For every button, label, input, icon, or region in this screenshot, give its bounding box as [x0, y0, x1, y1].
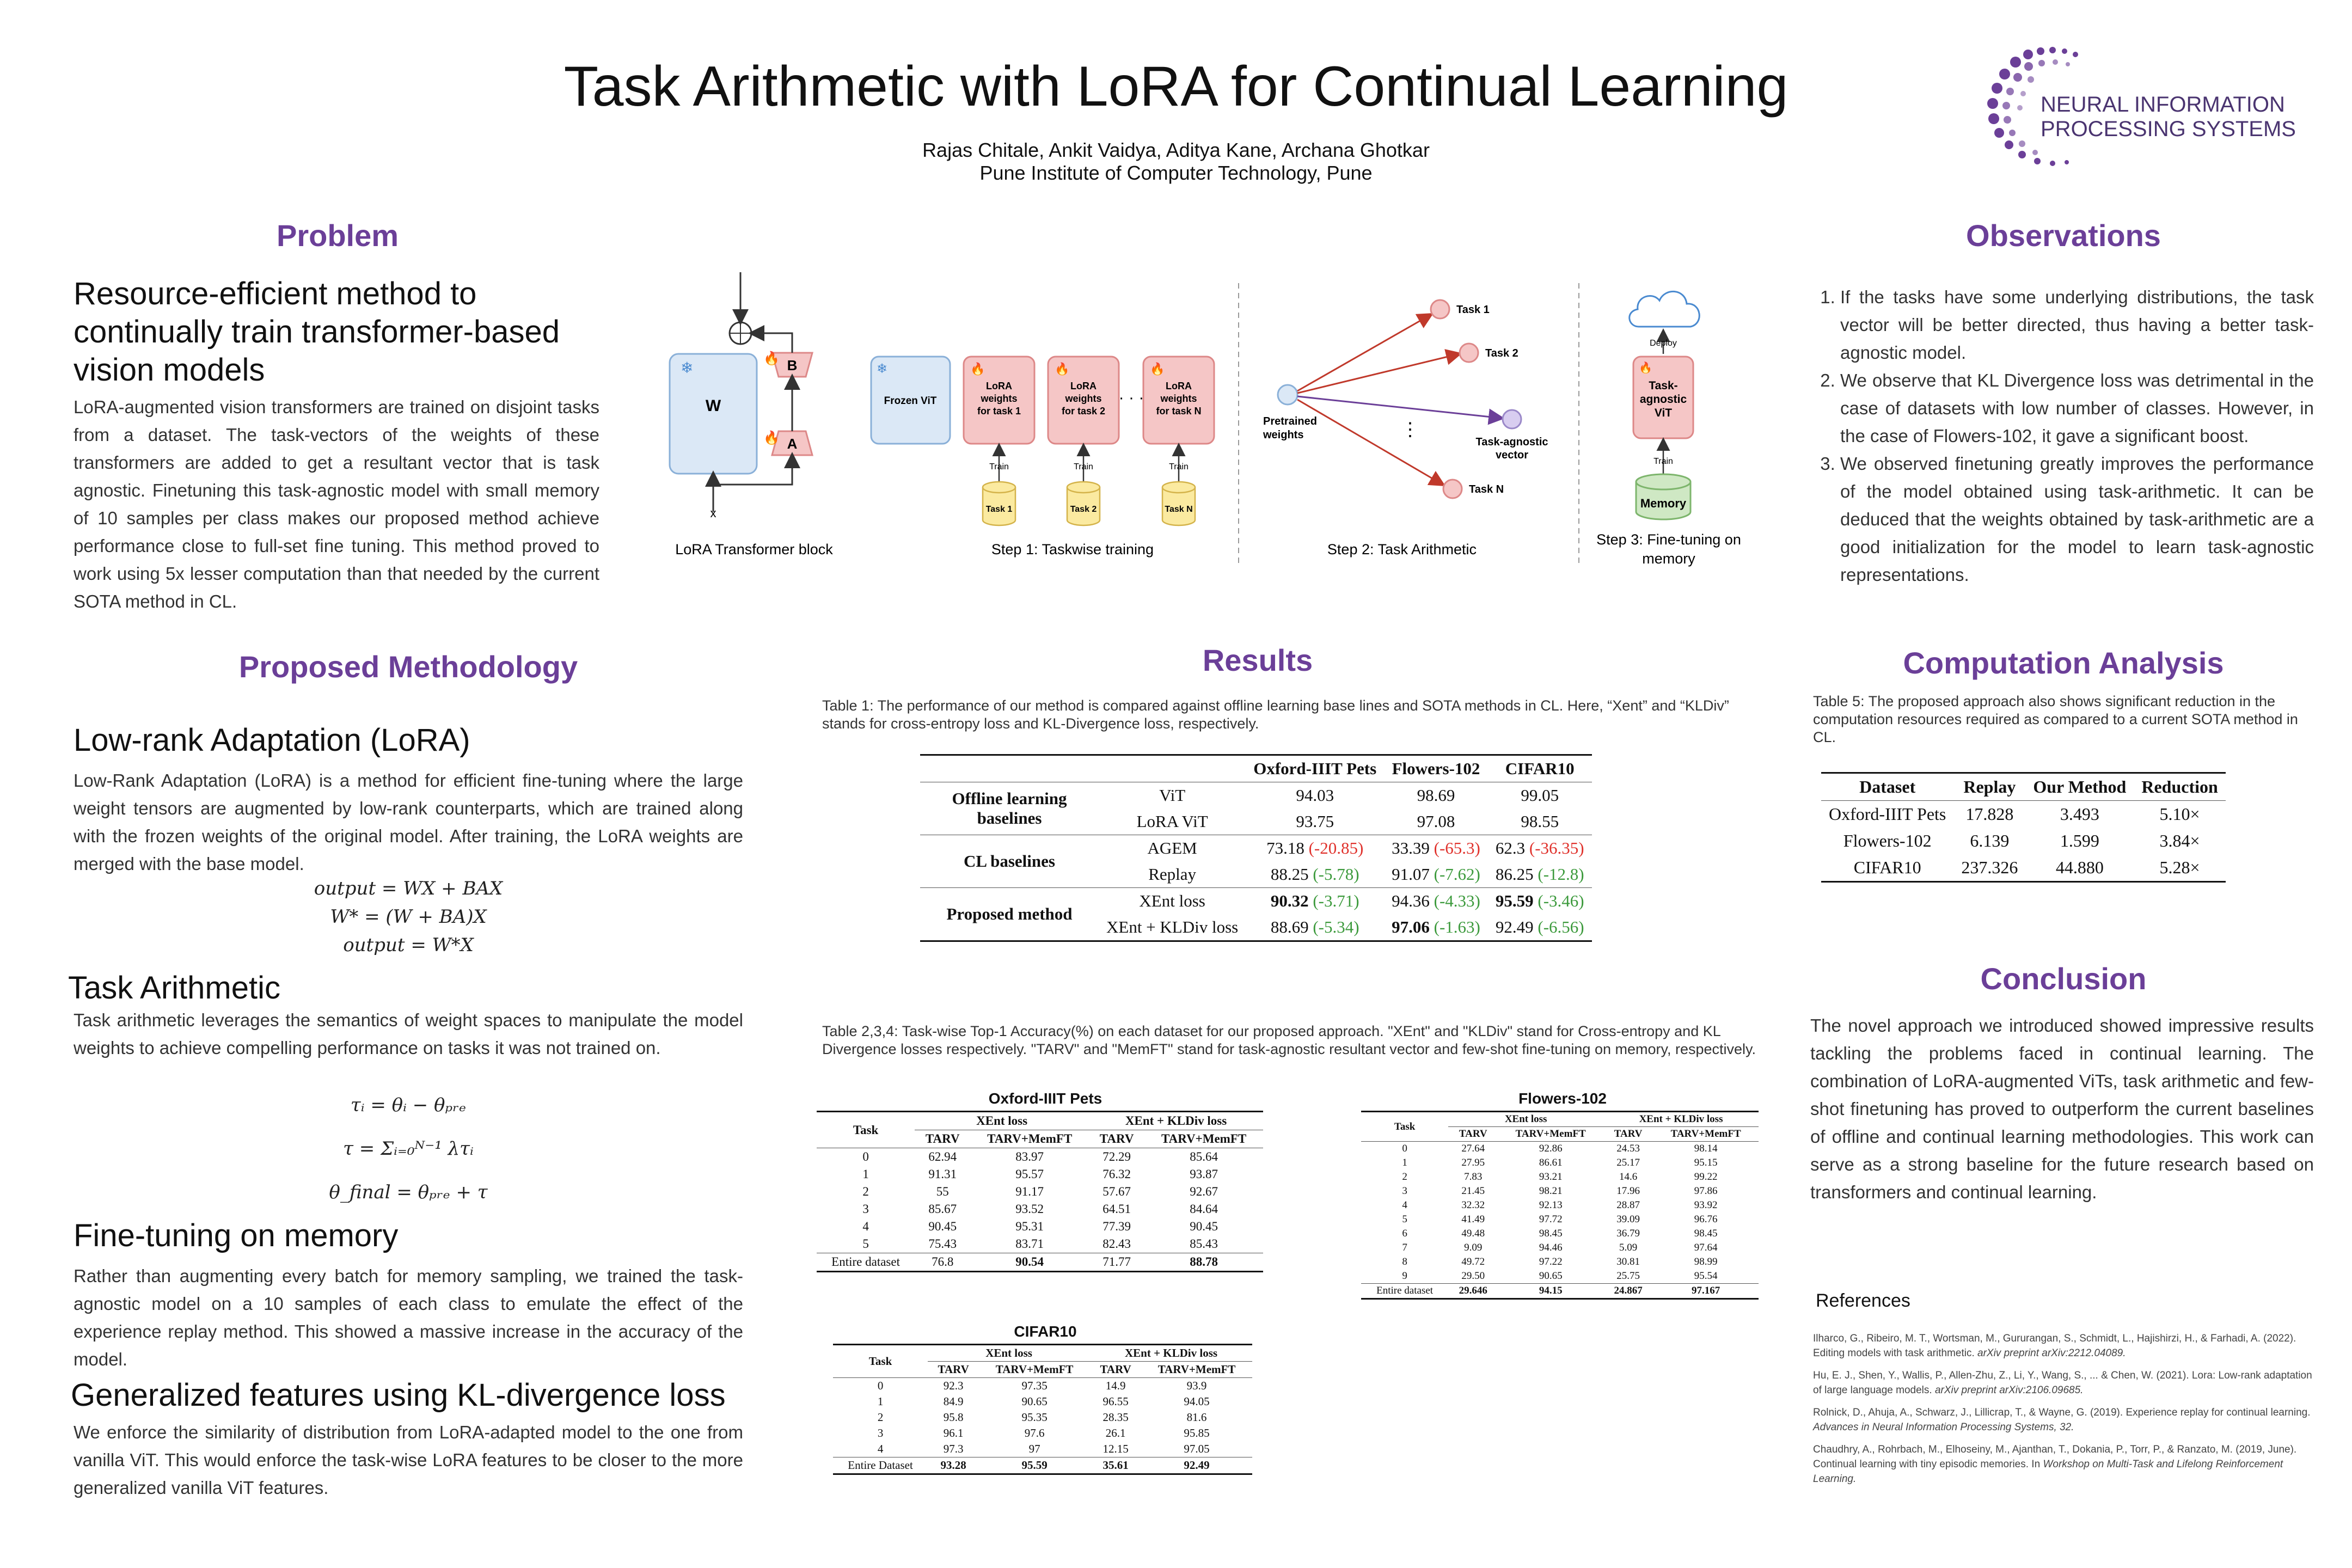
- table1: Oxford-IIIT Pets Flowers-102 CIFAR10 Offline learning baselines ViT 94.03 98.69 99.05 LoRA ViT 93.75 97.08 98.55 CL baselines AGEM 73.18 (-20.85) 33.39 (-65.3) 62.3 (-36.35) Replay 88.25 (-5.78) 91.07 (-7.62) 86.25 (-12.8) Proposed method XEnt loss 90.32 (-3.71) 94.36 (-4.33) 95.59 (-3.46) XEnt + KLDiv loss 88.69 (-5.34) 97.06 (-1.63) 92.49 (-6.56): [920, 754, 1592, 942]
- svg-text:Deploy: Deploy: [1650, 339, 1677, 348]
- table-cell: 92.86: [1539, 1143, 1563, 1154]
- table1-caption: Table 1: The performance of our method is compared against offline learning base lines and SOTA methods in CL. Here, “Xent” and “KLDiv” stands for cross-entropy loss and KL-Divergence loss, respectively.: [822, 697, 1729, 732]
- w-label: W: [705, 397, 721, 415]
- table-cell: 95.85: [1184, 1426, 1210, 1440]
- affiliation: Pune Institute of Computer Technology, Pune: [979, 162, 1373, 184]
- svg-text:Train: Train: [1074, 462, 1093, 471]
- table-cell: 36.79: [1616, 1228, 1640, 1239]
- table-cell: 49.72: [1461, 1256, 1485, 1267]
- svg-text:Task 1: Task 1: [1456, 304, 1490, 316]
- svg-text:❄: ❄: [877, 362, 888, 376]
- cloud-icon: [1630, 291, 1699, 327]
- table-cell: 96.55: [1102, 1395, 1129, 1408]
- table-cell: 91.31: [928, 1167, 957, 1181]
- table-cell: 12.15: [1102, 1442, 1129, 1455]
- table-cell: 77.39: [1102, 1220, 1131, 1233]
- table-row: [1361, 1156, 1759, 1170]
- table2-caption: Table 2,3,4: Task-wise Top-1 Accuracy(%) on each dataset for our proposed approach. "XEnt" and "KLDiv" stand for Cross-entropy and KL Divergence losses respectively. "TARV" and "MemFT" stand for task-agnostic resultant vector and few-shot fine-tuning on memory, respectively.: [822, 1023, 1756, 1057]
- table-row: [817, 1183, 1263, 1200]
- svg-text:Memory: Memory: [1640, 497, 1687, 510]
- fire-icon: 🔥: [763, 351, 780, 366]
- references-list: [1813, 1331, 2314, 1494]
- table-cell: 98.45: [1539, 1228, 1563, 1239]
- table-cell: 26.1: [1105, 1426, 1126, 1440]
- svg-text:Pretrained: Pretrained: [1263, 415, 1317, 427]
- table-cell: 39.09: [1616, 1214, 1640, 1225]
- table-cell: 94.05: [1184, 1395, 1210, 1408]
- logo-line2: PROCESSING SYSTEMS: [2041, 117, 2296, 141]
- neurips-logo: [1976, 44, 2319, 169]
- table-cell: 3: [1402, 1185, 1407, 1197]
- reference-item: Chaudhry, A., Rohrbach, M., Elhoseiny, M., Ajanthan, T., Dokania, P., Torr, P., & Ranzato, M. (2019, June). Continual learning with tiny episodic memories. In Workshop on Multi-Task and Lifelong Reinforcement Learning.: [1813, 1444, 2297, 1485]
- table-row: [1361, 1241, 1759, 1255]
- task-arithmetic-text: Task arithmetic leverages the semantics of weight spaces to manipulate the model weights to achieve compelling performance on tasks it was not trained on.: [74, 1010, 743, 1058]
- table-cell: 98.45: [1694, 1228, 1718, 1239]
- table-row: [817, 1166, 1263, 1183]
- table-cell: 95.8: [943, 1411, 964, 1424]
- table-row: [1361, 1142, 1759, 1156]
- reference-item: Hu, E. J., Shen, Y., Wallis, P., Allen-Zhu, Z., Li, Y., Wang, S., ... & Chen, W. (2021). Lora: Low-rank adaptation of large language models. arXiv preprint arXiv:2106.09685.: [1813, 1370, 2312, 1396]
- table-cell: 0: [877, 1379, 884, 1392]
- table-cell: 64.51: [1102, 1202, 1131, 1216]
- table-cell: 14.9: [1105, 1379, 1126, 1392]
- table-cell: 5: [862, 1237, 869, 1251]
- table-cell: 8: [1402, 1256, 1407, 1267]
- lora-equation-2: W* = (W + BA)X: [330, 906, 487, 928]
- table-row: [1361, 1255, 1759, 1269]
- svg-text:🔥: 🔥: [970, 362, 985, 376]
- table-cell: 97.72: [1539, 1214, 1563, 1225]
- table-cell: 25.17: [1616, 1157, 1640, 1168]
- observation-item: 1. If the tasks have some underlying distributions, the task vector will be better directed, thus having a better task-agnostic model.: [1840, 283, 2314, 366]
- table-cell: 27.64: [1461, 1143, 1485, 1154]
- reference-item: Rolnick, D., Ahuja, A., Schwarz, J., Lillicrap, T., & Wayne, G. (2019). Experience replay for continual learning. Advances in Neural Information Processing Systems, 32.: [1813, 1407, 2311, 1433]
- table-row: [817, 1218, 1263, 1235]
- table-cell: 4: [862, 1220, 869, 1233]
- fire-icon: 🔥: [763, 431, 780, 445]
- table-cell: 17.96: [1616, 1185, 1640, 1197]
- x-label: x: [710, 506, 716, 520]
- table-cell: 97.64: [1694, 1242, 1718, 1253]
- svg-text:for task N: for task N: [1156, 406, 1202, 416]
- table-cell: 90.65: [1539, 1270, 1563, 1282]
- table-cell: 27.95: [1461, 1157, 1485, 1168]
- table-cell: 25.75: [1616, 1270, 1640, 1282]
- svg-text:🔥: 🔥: [1639, 362, 1652, 374]
- table-row: [1361, 1227, 1759, 1241]
- table-cell: 82.43: [1102, 1237, 1131, 1251]
- svg-text:Task 2: Task 2: [1070, 505, 1097, 514]
- reference-item: Ilharco, G., Ribeiro, M. T., Wortsman, M., Gururangan, S., Schmidt, L., Hajishirzi, H., & Farhadi, A. (2022). Editing models with task arithmetic. arXiv preprint arXiv:2212.04089.: [1813, 1333, 2296, 1359]
- table-cell: 7: [1402, 1242, 1407, 1253]
- table-cell: 76.32: [1102, 1167, 1131, 1181]
- table-cell: 97.3: [943, 1442, 964, 1455]
- table-cell: 1: [862, 1167, 869, 1181]
- step3-group: [1596, 291, 1741, 567]
- table-row: [1361, 1170, 1759, 1184]
- table-cell: 9.09: [1464, 1242, 1483, 1253]
- table-cell: 86.61: [1539, 1157, 1563, 1168]
- ta-equation-3: θ_final = θₚᵣₑ + τ: [329, 1181, 488, 1203]
- table-cell: 93.21: [1539, 1171, 1563, 1183]
- results-heading: Results: [1202, 643, 1313, 677]
- table-cell: 95.54: [1694, 1270, 1718, 1282]
- svg-text:Train: Train: [989, 462, 1009, 471]
- table-cell: 90.45: [1190, 1220, 1218, 1233]
- table-cell: 96.1: [943, 1426, 964, 1440]
- table-row: [833, 1378, 1252, 1394]
- table-cell: 49.48: [1461, 1228, 1485, 1239]
- table-cell: 99.22: [1694, 1171, 1718, 1183]
- svg-text:🔥: 🔥: [1055, 362, 1070, 376]
- table-cell: 32.32: [1461, 1199, 1485, 1211]
- a-label: A: [787, 436, 798, 452]
- table-cell: 1: [1402, 1157, 1407, 1168]
- ta-equation-1: τᵢ = θᵢ − θₚᵣₑ: [350, 1094, 467, 1116]
- svg-text:vector: vector: [1495, 449, 1529, 461]
- table-cell: 97.05: [1184, 1442, 1210, 1455]
- table-row: [817, 1235, 1263, 1253]
- table-row: [833, 1410, 1252, 1425]
- table-row: [1361, 1198, 1759, 1212]
- lora-heading: Low-rank Adaptation (LoRA): [74, 722, 470, 758]
- lora-block: [670, 272, 833, 558]
- method-diagram: [648, 272, 1769, 577]
- table-cell: 5: [1402, 1214, 1407, 1225]
- table-cell: 85.64: [1190, 1150, 1218, 1163]
- table-cell: 93.9: [1186, 1379, 1207, 1392]
- table-cell: 97: [1028, 1442, 1040, 1455]
- ta-equation-2: τ = Σᵢ₌₀ᴺ⁻¹ λτᵢ: [343, 1138, 474, 1160]
- svg-text:Train: Train: [1653, 457, 1673, 466]
- observations-heading: Observations: [1966, 218, 2161, 253]
- references-heading: References: [1816, 1290, 1910, 1311]
- table-cell: 93.52: [1015, 1202, 1044, 1216]
- svg-text:ViT: ViT: [1654, 407, 1673, 419]
- table-cell: 28.87: [1616, 1199, 1640, 1211]
- table-cell: 9: [1402, 1270, 1407, 1282]
- svg-text:🔥: 🔥: [1150, 362, 1165, 376]
- table-cell: 93.92: [1694, 1199, 1718, 1211]
- table-cell: 93.87: [1190, 1167, 1218, 1181]
- svg-text:· · ·: · · ·: [1118, 389, 1144, 407]
- table-row: [1361, 1269, 1759, 1284]
- table-cell: 55: [936, 1185, 949, 1198]
- table-row: [833, 1441, 1252, 1457]
- svg-text:for task 2: for task 2: [1061, 406, 1106, 416]
- observation-item: 3. We observed finetuning greatly improves the performance of the model obtained using task-arithmetic. It can be deduced that the weights obtained by task-arithmetic are a good initialization for the model to learn task-agnostic representations.: [1840, 450, 2314, 589]
- kl-text: We enforce the similarity of distribution from LoRA-adapted model to the one from vanilla ViT. This would enforce the task-wise LoRA features to be closer to the more generalized vanilla ViT features.: [74, 1422, 743, 1498]
- table-cell: 1: [877, 1395, 884, 1408]
- table-cell: 90.65: [1021, 1395, 1048, 1408]
- svg-text:weights: weights: [1160, 393, 1197, 404]
- kl-heading: Generalized features using KL-divergence loss: [71, 1377, 726, 1413]
- table-row: [1361, 1212, 1759, 1227]
- table5-caption: Table 5: The proposed approach also shows significant reduction in the computation resources required as compared to a current SOTA method in CL.: [1813, 693, 2298, 745]
- table-cell: 95.35: [1021, 1411, 1048, 1424]
- table-cell: 83.97: [1015, 1150, 1044, 1163]
- table-cell: 97.6: [1024, 1426, 1045, 1440]
- table-cell: 85.43: [1190, 1237, 1218, 1251]
- table-cell: 6: [1402, 1228, 1407, 1239]
- svg-text:Task-: Task-: [1649, 379, 1678, 392]
- step2-group: [1263, 300, 1548, 558]
- table-cell: 4: [877, 1442, 884, 1455]
- logo-line1: NEURAL INFORMATION: [2041, 93, 2285, 117]
- table-cell: 84.64: [1190, 1202, 1218, 1216]
- table-row: [817, 1148, 1263, 1166]
- table-cell: 57.67: [1102, 1185, 1131, 1198]
- table-cell: 2: [862, 1185, 869, 1198]
- snowflake-icon: ❄: [681, 359, 694, 376]
- svg-text:Task N: Task N: [1469, 483, 1504, 495]
- table-cell: 0: [1402, 1143, 1407, 1154]
- svg-text:Task-agnostic: Task-agnostic: [1475, 436, 1548, 448]
- lora-equation-3: output = W*X: [343, 934, 474, 956]
- svg-text:weights: weights: [1263, 429, 1304, 441]
- table-cell: 97.86: [1694, 1185, 1718, 1197]
- table-cell: 95.15: [1694, 1157, 1718, 1168]
- table-cell: 92.67: [1190, 1185, 1218, 1198]
- table-cell: 72.29: [1102, 1150, 1131, 1163]
- table-row: [833, 1425, 1252, 1441]
- table-cell: 28.35: [1102, 1411, 1129, 1424]
- table-cell: 62.94: [928, 1150, 957, 1163]
- problem-text: LoRA-augmented vision transformers are trained on disjoint tasks from a dataset. The task-vectors of the weights of these transformers are added to get a resultant vector that is task agnostic. Finetuning this task-agnostic model with small memory of 10 samples per class makes our proposed method achieve performance close to full-set fine tuning. This method proved to work using 5x lesser computation than that needed by the current SOTA method in CL.: [74, 397, 599, 611]
- svg-text:LoRA: LoRA: [1166, 381, 1192, 391]
- table-cell: 90.45: [928, 1220, 957, 1233]
- step3-caption: Step 3: Fine-tuning on: [1596, 531, 1741, 548]
- table-cell: 4: [1402, 1199, 1407, 1211]
- svg-text:Task N: Task N: [1165, 505, 1193, 514]
- methodology-heading: Proposed Methodology: [238, 650, 578, 684]
- svg-text:Task 2: Task 2: [1485, 347, 1518, 359]
- finetuning-heading: Fine-tuning on memory: [74, 1218, 399, 1253]
- lora-block-caption: LoRA Transformer block: [675, 541, 833, 558]
- table-cell: 75.43: [928, 1237, 957, 1251]
- step1-caption: Step 1: Taskwise training: [991, 541, 1154, 558]
- cifar-table: CIFAR10 Task XEnt loss XEnt + KLDiv loss TARV TARV+MemFT TARV TARV+MemFT 0 92.3 97.35 14.9 93.9 1 84.9 90.65 96.55 94.05 2 95.8 95.35 28.35 81.6 3 96.1 97.6 26.1 95.85 4 97.3 97 12.15 97.05 Entire Dataset 93.28 95.59 35.61 92.49: [833, 1323, 1258, 1475]
- table-cell: 7.83: [1464, 1171, 1483, 1183]
- table-cell: 2: [877, 1411, 884, 1424]
- table-cell: 97.22: [1539, 1256, 1563, 1267]
- table-cell: 98.99: [1694, 1256, 1718, 1267]
- table-cell: 29.50: [1461, 1270, 1485, 1282]
- table-cell: 0: [862, 1150, 869, 1163]
- table-row: [1361, 1184, 1759, 1198]
- table-row: [817, 1200, 1263, 1218]
- table-cell: 14.6: [1619, 1171, 1638, 1183]
- lora-equation-1: output = WX + BAX: [314, 878, 503, 899]
- svg-text:LoRA: LoRA: [986, 381, 1012, 391]
- table-cell: 21.45: [1461, 1185, 1485, 1197]
- svg-text:weights: weights: [1065, 393, 1102, 404]
- problem-heading: Problem: [276, 218, 399, 253]
- table-cell: 41.49: [1461, 1214, 1485, 1225]
- conclusion-text: The novel approach we introduced showed impressive results tackling the problems faced in continual learning. The combination of LoRA-augmented ViTs, task arithmetic and few-shot finetuning has proved to outperform the current baselines of offline and continual learning methodologies. This work can serve as a strong baseline for the future research based on transformers and continual learning.: [1810, 1015, 2314, 1202]
- table-cell: 92.13: [1539, 1199, 1563, 1211]
- table-cell: 3: [877, 1426, 884, 1440]
- svg-text:⋮: ⋮: [1401, 419, 1419, 440]
- table-cell: 95.31: [1015, 1220, 1044, 1233]
- table-cell: 2: [1402, 1171, 1407, 1183]
- table-cell: 91.17: [1015, 1185, 1044, 1198]
- table-cell: 24.53: [1616, 1143, 1640, 1154]
- observations-list: [1808, 283, 2314, 589]
- svg-text:LoRA: LoRA: [1070, 381, 1097, 391]
- table-cell: 98.14: [1694, 1143, 1718, 1154]
- table-cell: 5.09: [1619, 1242, 1638, 1253]
- table5: Dataset Replay Our Method Reduction Oxford-IIIT Pets 17.828 3.493 5.10× Flowers-102 6.139 1.599 3.84× CIFAR10 237.326 44.880 5.28×: [1821, 772, 2226, 883]
- svg-text:Task 1: Task 1: [985, 505, 1013, 514]
- step2-caption: Step 2: Task Arithmetic: [1327, 541, 1477, 558]
- table-cell: 95.57: [1015, 1167, 1044, 1181]
- table-cell: 30.81: [1616, 1256, 1640, 1267]
- frozen-vit-label: Frozen ViT: [884, 395, 937, 407]
- table-cell: 94.46: [1539, 1242, 1563, 1253]
- svg-text:weights: weights: [981, 393, 1018, 404]
- flowers-table: Flowers-102 Task XEnt loss XEnt + KLDiv loss TARV TARV+MemFT TARV TARV+MemFT 0 27.64 92.86 24.53 98.14 1 27.95 86.61 25.17 95.15 2 7.83 93.21 14.6 99.22 3 21.45 98.21 17.96 97.86 4 32.32 92.13 28.87 93.92 5 41.49 97.72 39.09 96.76 6 49.48 98.45 36.79 98.45 7 9.09 94.46 5.09 97.64 8 49.72 97.22 30.81 98.99 9 29.50 90.65 25.75 95.54 Entire dataset 29.646 94.15 24.867 97.167: [1361, 1090, 1764, 1300]
- lora-text: Low-Rank Adaptation (LoRA) is a method for efficient fine-tuning where the large weight tensors are augmented by low-rank counterparts, which are trained along with the frozen weights of the original model. After training, the LoRA weights are merged with the base model.: [74, 770, 743, 874]
- b-label: B: [787, 357, 798, 373]
- computation-heading: Computation Analysis: [1903, 646, 2224, 680]
- table-cell: 83.71: [1015, 1237, 1044, 1251]
- problem-subheading: Resource-efficient method to continually train transformer-based vision models: [74, 276, 560, 388]
- pets-table: Oxford-IIIT Pets Task XEnt loss XEnt + KLDiv loss TARV TARV+MemFT TARV TARV+MemFT 0 62.94 83.97 72.29 85.64 1 91.31 95.57 76.32 93.87 2 55 91.17 57.67 92.67 3 85.67 93.52 64.51 84.64 4 90.45 95.31 77.39 90.45 5 75.43 83.71 82.43 85.43 Entire dataset 76.8 90.54 71.77 88.78: [817, 1090, 1274, 1272]
- observation-item: 2. We observe that KL Divergence loss was detrimental in the case of datasets with low number of classes. However, in the case of Flowers-102, it gave a significant boost.: [1840, 366, 2314, 450]
- table-cell: 81.6: [1186, 1411, 1207, 1424]
- table-cell: 98.21: [1539, 1185, 1563, 1197]
- step1-group: [871, 357, 1214, 558]
- table-cell: 96.76: [1694, 1214, 1718, 1225]
- conclusion-heading: Conclusion: [1980, 961, 2147, 996]
- svg-text:memory: memory: [1642, 550, 1695, 567]
- table-cell: 3: [862, 1202, 869, 1216]
- table-cell: 92.3: [943, 1379, 964, 1392]
- svg-text:Train: Train: [1169, 462, 1189, 471]
- finetuning-text: Rather than augmenting every batch for memory sampling, we trained the task-agnostic model on a 10 samples of each class to emulate the effect of the experience replay method. This showed a massive increase in the accuracy of the model.: [74, 1266, 743, 1369]
- svg-text:agnostic: agnostic: [1639, 393, 1687, 406]
- authors: Rajas Chitale, Ankit Vaidya, Aditya Kane, Archana Ghotkar: [922, 139, 1430, 161]
- table-row: [833, 1394, 1252, 1410]
- svg-text:for task 1: for task 1: [977, 406, 1021, 416]
- poster-title: Task Arithmetic with LoRA for Continual Learning: [564, 55, 1788, 118]
- table-cell: 85.67: [928, 1202, 957, 1216]
- task-arithmetic-heading: Task Arithmetic: [68, 970, 280, 1006]
- table-cell: 84.9: [943, 1395, 964, 1408]
- table-cell: 97.35: [1021, 1379, 1048, 1392]
